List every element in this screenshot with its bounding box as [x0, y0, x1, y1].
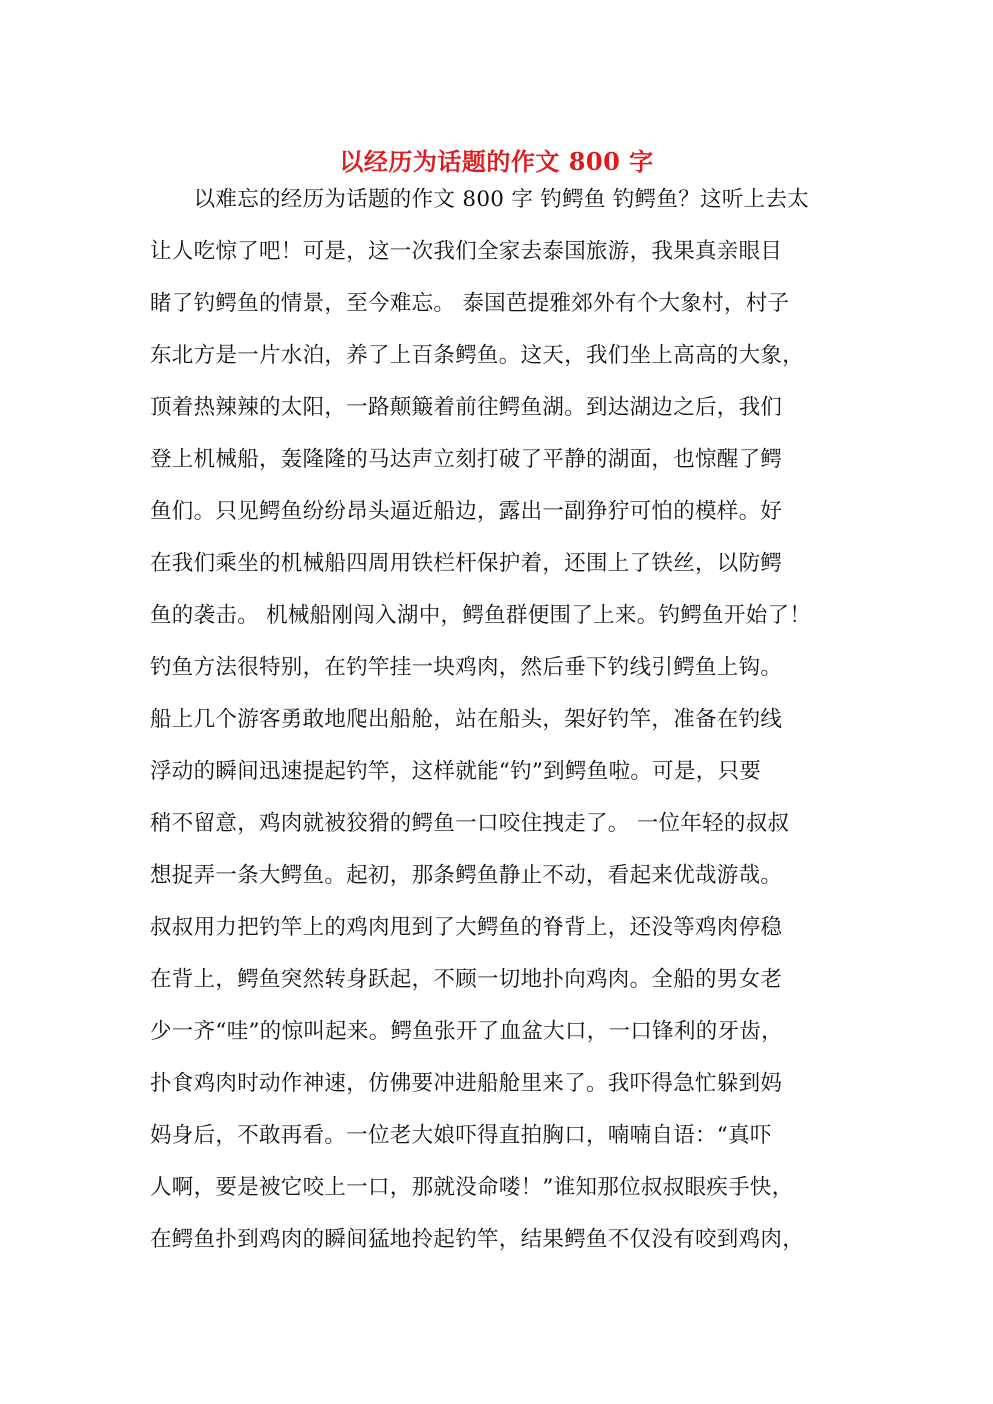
essay-line: 在我们乘坐的机械船四周用铁栏杆保护着，还围上了铁丝，以防鳄	[150, 551, 783, 576]
essay-line: 让人吃惊了吧！可是，这一次我们全家去泰国旅游，我果真亲眼目	[150, 239, 783, 264]
essay-line: 浮动的瞬间迅速提起钓竿，这样就能“钓”到鳄鱼啦。可是，只要	[150, 759, 762, 784]
essay-body	[150, 180, 850, 1272]
essay-line: 稍不留意，鸡肉就被狡猾的鳄鱼一口咬住拽走了。 一位年轻的叔叔	[150, 811, 790, 836]
essay-line: 鱼的袭击。 机械船刚闯入湖中，鳄鱼群便围了上来。钓鳄鱼开始了！	[150, 603, 812, 628]
essay-line: 扑食鸡肉时动作神速，仿佛要冲进船舱里来了。我吓得急忙躲到妈	[150, 1071, 783, 1096]
essay-line: 东北方是一片水泊，养了上百条鳄鱼。这天，我们坐上高高的大象，	[150, 343, 805, 368]
essay-line: 以难忘的经历为话题的作文 800 字 钓鳄鱼 钓鳄鱼？这听上去太	[150, 187, 810, 212]
essay-line: 少一齐“哇”的惊叫起来。鳄鱼张开了血盆大口，一口锋利的牙齿，	[150, 1019, 783, 1044]
essay-line: 妈身后，不敢再看。一位老大娘吓得直拍胸口，喃喃自语：“真吓	[150, 1123, 772, 1148]
essay-line: 鱼们。只见鳄鱼纷纷昂头逼近船边，露出一副狰狞可怕的模样。好	[150, 499, 783, 524]
document-title: 以经历为话题的作文 800 字	[339, 147, 654, 177]
essay-line: 人啊，要是被它咬上一口，那就没命喽！”谁知那位叔叔眼疾手快，	[150, 1175, 794, 1200]
essay-line: 想捉弄一条大鳄鱼。起初，那条鳄鱼静止不动，看起来优哉游哉。	[150, 863, 783, 888]
essay-line: 叔叔用力把钓竿上的鸡肉甩到了大鳄鱼的脊背上，还没等鸡肉停稳	[150, 915, 783, 940]
essay-line: 钓鱼方法很特别，在钓竿挂一块鸡肉，然后垂下钓线引鳄鱼上钩。	[150, 655, 783, 680]
essay-line: 船上几个游客勇敢地爬出船舱，站在船头，架好钓竿，准备在钓线	[150, 707, 783, 732]
essay-line: 登上机械船，轰隆隆的马达声立刻打破了平静的湖面，也惊醒了鳄	[150, 447, 783, 472]
essay-line: 在鳄鱼扑到鸡肉的瞬间猛地拎起钓竿，结果鳄鱼不仅没有咬到鸡肉，	[150, 1227, 805, 1252]
essay-line: 顶着热辣辣的太阳，一路颠簸着前往鳄鱼湖。到达湖边之后，我们	[150, 395, 783, 420]
essay-line: 睹了钓鳄鱼的情景，至今难忘。 泰国芭提雅郊外有个大象村，村子	[150, 291, 790, 316]
essay-line: 在背上，鳄鱼突然转身跃起，不顾一切地扑向鸡肉。全船的男女老	[150, 967, 783, 992]
